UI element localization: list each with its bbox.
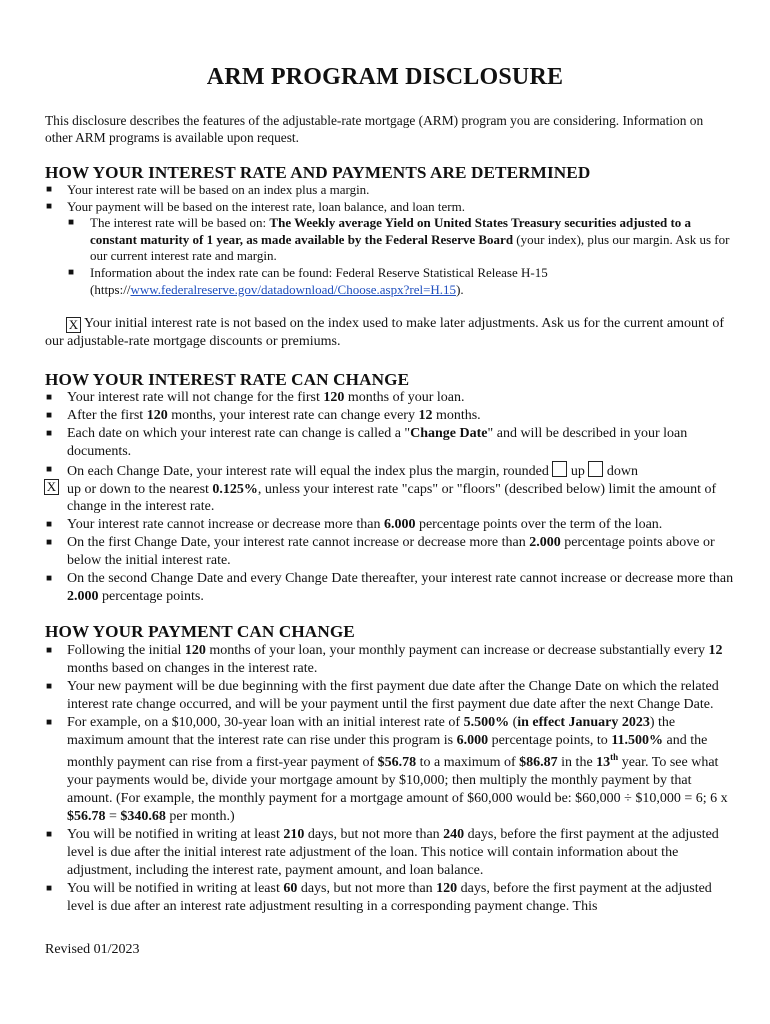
round-down-checkbox[interactable] [588, 461, 603, 477]
payment-change-list [45, 642, 735, 916]
list-item: ■ Your interest rate cannot increase or decrease more than 6.000 percentage points over the term of the loan. [46, 517, 663, 533]
round-up-checkbox[interactable] [552, 461, 567, 477]
bullet-icon: ■ [46, 573, 53, 585]
up-or-down-checkbox[interactable]: X [44, 479, 59, 495]
bullet-icon: ■ [46, 200, 53, 212]
bullet-icon: ■ [46, 829, 53, 841]
round-down-label: down [606, 463, 638, 479]
sub-list-item: ■ Information about the index rate can be found: Federal Reserve Statistical Release H-15 (https://www.federalreserve.gov/datadownload/Choose.aspx?rel=H.15). [68, 264, 548, 297]
list-item: ■ Your interest rate will not change for the first 120 months of your loan. [46, 390, 465, 405]
rate-change-list [45, 389, 735, 606]
bullet-icon: ■ [46, 882, 53, 894]
revision-footer: Revised 01/2023 [45, 942, 140, 957]
bullet-icon: ■ [46, 680, 53, 692]
bullet-icon: ■ [46, 716, 53, 728]
bullet-icon: ■ [46, 392, 53, 403]
section-heading-determined: HOW YOUR INTEREST RATE AND PAYMENTS ARE DETERMINED [45, 163, 591, 182]
bullet-icon: ■ [46, 537, 53, 549]
bullet-icon: ■ [46, 409, 53, 421]
initial-rate-paragraph: X Your initial interest rate is not based on the index used to make later adjustments. Ask us for the current amount of our adjustable-rate mortgage discounts or premiums. [45, 316, 725, 349]
determined-list [45, 182, 735, 298]
list-item: ■ You will be notified in writing at least 210 days, but not more than 240 days, before the first payment at the adjusted level is due after the initial interest rate adjustment of the loan. This notice will contain information about the adjustment, including the interest rate, payment amount, and loan balance. [46, 827, 719, 878]
bullet-icon: ■ [68, 266, 75, 278]
list-item: ■ On each Change Date, your interest rate will equal the index plus the margin, rounded up down up or down to the nearest 0.125%, unless your interest rate "caps" or "floors" (described below) limit the amount of change in the interest rate. [45, 461, 735, 517]
list-item: ■ For example, on a $10,000, 30-year loan with an initial interest rate of 5.500% (in effect January 2023) the maximum amount that the interest rate can rise under this program is 6.000 percentage points, to 11.500% and the monthly payment can rise from a first-year payment of $56.78 to a maximum of $86.87 in the 13th year. To see what your payments would be, divide your mortgage amount by $10,000; then multiply the monthly payment by that amount. (For example, the monthly payment for a mortgage amount of $60,000 would be: $60,000 ÷ $10,000 = 6; 6 x $56.78 = $340.68 per month.) [46, 714, 728, 825]
bullet-icon: ■ [46, 645, 53, 656]
list-item: ■ Your interest rate will be based on an index plus a margin. [46, 182, 370, 197]
bullet-icon: ■ [46, 184, 53, 195]
page-title: ARM PROGRAM DISCLOSURE [206, 64, 564, 90]
list-item: ■ Each date on which your interest rate can change is called a "Change Date" and will be described in your loan documents. [46, 425, 688, 459]
list-item: ■ On the second Change Date and every Change Date thereafter, your interest rate cannot increase or decrease more than 2.000 percentage points. [46, 571, 734, 604]
section-heading-payment-change: HOW YOUR PAYMENT CAN CHANGE [45, 622, 355, 641]
bullet-icon: ■ [46, 427, 53, 439]
list-item: ■ On the first Change Date, your interest rate cannot increase or decrease more than 2.000 percentage points above or below the initial interest rate. [46, 535, 715, 569]
bullet-icon: ■ [46, 519, 53, 531]
list-item: ■ Your new payment will be due beginning with the first payment due date after the Change Date on which the related interest rate change occurred, and will be your payment until the first payment due date after the next Change Date. [46, 678, 719, 712]
list-item: ■ Following the initial 120 months of your loan, your monthly payment can increase or decrease substantially every 12 months based on changes in the interest rate. [46, 643, 723, 676]
intro-paragraph: This disclosure describes the features of the adjustable-rate mortgage (ARM) program you are considering. Information on other ARM programs is available upon request. [45, 113, 704, 145]
federal-reserve-link[interactable]: www.federalreserve.gov/datadownload/Choose.aspx?rel=H.15 [130, 281, 457, 297]
sub-list-item: ■ The interest rate will be based on: The Weekly average Yield on United States Treasury securities adjusted to a constant maturity of 1 year, as made available by the Federal Reserve Board (your index), plus our margin. Ask us for our current interest rate and margin. [68, 215, 730, 264]
initial-rate-checkbox[interactable]: X [66, 317, 81, 333]
round-up-label: up [570, 463, 585, 479]
section-heading-rate-change: HOW YOUR INTEREST RATE CAN CHANGE [45, 370, 410, 389]
list-item: ■ You will be notified in writing at least 60 days, but not more than 120 days, before the first payment at the adjusted level is due after an interest rate adjustment resulting in a corresponding payment change. This [46, 880, 712, 914]
list-item: ■ Your payment will be based on the interest rate, loan balance, and loan term. [46, 198, 465, 214]
list-item: ■ After the first 120 months, your interest rate can change every 12 months. [46, 407, 481, 423]
bullet-icon: ■ [68, 217, 75, 229]
bullet-icon: ■ [46, 463, 53, 475]
